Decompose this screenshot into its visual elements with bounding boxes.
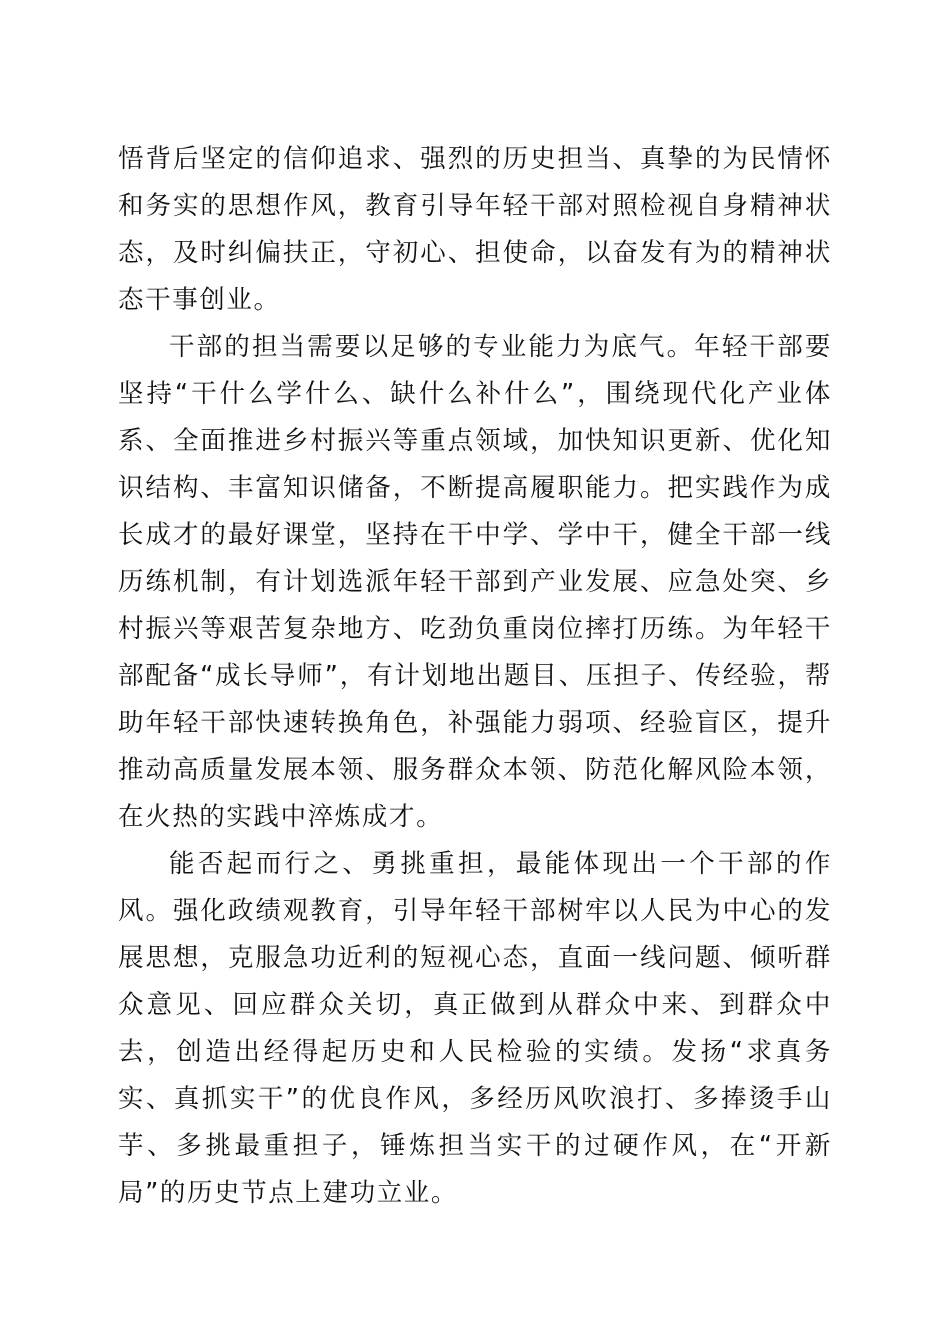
document-body (118, 136, 832, 1217)
paragraph-continuation: 悟背后坚定的信仰追求、强烈的历史担当、真挚的为民情怀和务实的思想作风，教育引导年轻干部对照检视自身精神状态，及时纠偏扶正，守初心、担使命，以奋发有为的精神状态干事创业。 (118, 144, 832, 315)
paragraph-work-style: 能否起而行之、勇挑重担，最能体现出一个干部的作风。强化政绩观教育，引导年轻干部树牢以人民为中心的发展思想，克服急功近利的短视心态，直面一线问题、倾听群众意见、回应群众关切，真正做到从群众中来、到群众中去，创造出经得起历史和人民检验的实绩。发扬“求真务实、真抓实干”的优良作风，多经历风吹浪打、多捧烫手山芋、多挑最重担子，锤炼担当实干的过硬作风，在“开新局”的历史节点上建功立业。 (118, 849, 832, 1208)
paragraph-professional-ability: 干部的担当需要以足够的专业能力为底气。年轻干部要坚持“干什么学什么、缺什么补什么”，围绕现代化产业体系、全面推进乡村振兴等重点领域，加快知识更新、优化知识结构、丰富知识储备，不断提高履职能力。把实践作为成长成才的最好课堂，坚持在干中学、学中干，健全干部一线历练机制，有计划选派年轻干部到产业发展、应急处突、乡村振兴等艰苦复杂地方、吃劲负重岗位摔打历练。为年轻干部配备“成长导师”，有计划地出题目、压担子、传经验，帮助年轻干部快速转换角色，补强能力弱项、经验盲区，提升推动高质量发展本领、服务群众本领、防范化解风险本领，在火热的实践中淬炼成才。 (118, 332, 832, 832)
